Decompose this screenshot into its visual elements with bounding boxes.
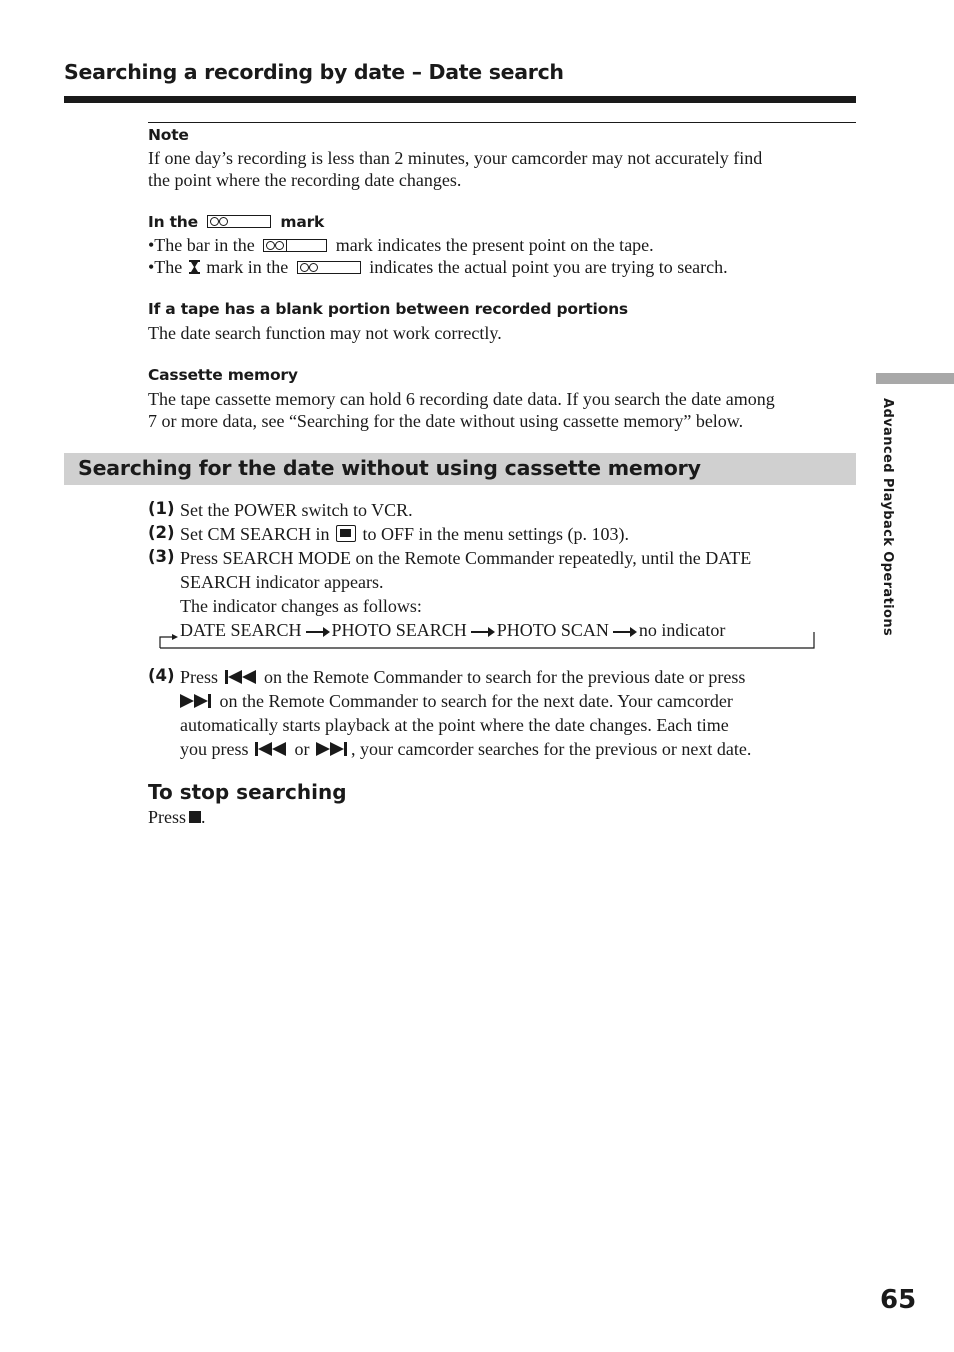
step-4-l4-post: , your camcorder searches for the previous or next date. (351, 739, 752, 759)
next-skip-icon (180, 694, 213, 708)
step-3-text (180, 546, 751, 618)
step-2-text (180, 522, 629, 546)
cassette-line-2: 7 or more data, see “Searching for the date without using cassette memory” below. (148, 410, 744, 431)
title-rule (64, 96, 856, 103)
in-mark-bullet-1 (148, 235, 654, 257)
step-3-line-3: The indicator changes as follows: (180, 596, 422, 616)
step-3-number: (3) (148, 547, 175, 566)
side-tab-label: Advanced Playback Operations (880, 398, 895, 637)
blank-text: The date search function may not work correctly. (148, 323, 502, 343)
bullet2-mid: mark in the (206, 257, 289, 277)
cassette-line-1: The tape cassette memory can hold 6 recording date data. If you search the date among (148, 389, 775, 409)
bullet1-post: mark indicates the present point on the tape. (335, 235, 654, 255)
prev-skip-icon (255, 742, 288, 756)
cassette-text (148, 389, 775, 432)
tape-counter-icon (263, 239, 327, 252)
arrow-right-icon (306, 631, 328, 633)
step-4-line-3: automatically starts playback at the point where the date changes. Each time (180, 715, 729, 735)
step-2-post: to OFF in the menu settings (p. 103). (362, 524, 630, 544)
step-4-l4-mid: or (294, 739, 310, 759)
step-3-line-2: SEARCH indicator appears. (180, 572, 384, 592)
step-1-text: Set the POWER switch to VCR. (180, 500, 413, 520)
cycle-sequence (180, 618, 725, 642)
step-2-number: (2) (148, 523, 175, 542)
step-3-line-1: Press SEARCH MODE on the Remote Commander repeatedly, until the DATE (180, 548, 752, 568)
step-4-line-2 (180, 689, 751, 713)
cycle-item-photo-scan: PHOTO SCAN (496, 620, 609, 640)
in-mark-heading (148, 213, 324, 231)
in-mark-bullet-2 (148, 257, 728, 279)
in-mark-heading-post: mark (280, 213, 325, 231)
bullet1-pre: •The bar in the (148, 235, 255, 255)
stop-icon (189, 811, 201, 823)
arrow-right-icon (471, 631, 493, 633)
stop-text (148, 807, 206, 829)
tape-counter-icon (297, 261, 361, 274)
step-4-text (180, 665, 751, 761)
page-title: Searching a recording by date – Date search (64, 60, 564, 84)
in-mark-heading-pre: In the (148, 213, 198, 231)
arrow-right-icon (613, 631, 635, 633)
note-rule (148, 122, 856, 123)
subsection-title: Searching for the date without using cassette memory (78, 456, 701, 480)
note-line-2: the point where the recording date changes. (148, 169, 462, 190)
blank-heading: If a tape has a blank portion between recorded portions (148, 300, 628, 318)
bullet2-pre: •The (148, 257, 183, 277)
note-heading: Note (148, 126, 189, 144)
side-tab-bar (876, 373, 954, 384)
step-4-l1-post: on the Remote Commander to search for the previous date or press (264, 667, 746, 687)
cycle-item-photo-search: PHOTO SEARCH (331, 620, 467, 640)
stop-text-pre: Press (148, 807, 187, 827)
cycle-diagram (158, 618, 818, 650)
note-text (148, 148, 762, 191)
step-4-l2-post: on the Remote Commander to search for the next date. Your camcorder (219, 691, 733, 711)
step-4-line-1 (180, 665, 751, 689)
cycle-item-date-search: DATE SEARCH (180, 620, 302, 640)
hourglass-icon (189, 260, 200, 274)
step-1-number: (1) (148, 499, 175, 518)
step-4-l1-pre: Press (180, 667, 219, 687)
bullet2-post: indicates the actual point you are trying to search. (369, 257, 728, 277)
note-line-1: If one day’s recording is less than 2 minutes, your camcorder may not accurately find (148, 148, 763, 168)
cassette-heading: Cassette memory (148, 366, 298, 384)
cm-icon (336, 525, 356, 542)
step-4-l4-pre: you press (180, 739, 249, 759)
step-4-line-4 (180, 737, 751, 761)
cycle-item-no-indicator: no indicator (638, 620, 726, 640)
stop-text-post: . (201, 807, 206, 827)
tape-counter-icon (207, 215, 271, 228)
stop-heading: To stop searching (148, 780, 347, 804)
next-skip-icon (316, 742, 349, 756)
step-2-pre: Set CM SEARCH in (180, 524, 330, 544)
page-number: 65 (880, 1285, 917, 1315)
step-4-number: (4) (148, 666, 175, 685)
prev-skip-icon (225, 670, 258, 684)
